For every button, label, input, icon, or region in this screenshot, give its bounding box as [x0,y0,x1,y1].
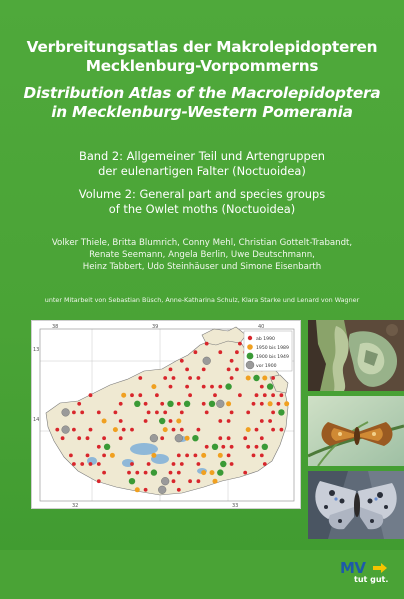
legend-label-2: 1950 bis 1989 [256,346,289,351]
record-dot [172,428,176,432]
legend-swatch-1 [248,336,252,340]
record-dot [243,436,247,440]
publisher-logo [340,559,392,587]
legend-label-3: 1900 bis 1949 [256,355,289,360]
record-dot [72,411,76,415]
record-dot [129,478,135,484]
record-dot [271,393,275,397]
record-dot [151,469,157,475]
mv-wordmark: MV [340,559,366,577]
record-dot [246,427,251,432]
record-dot [113,427,118,432]
record-dot [185,436,190,441]
record-dot [227,454,231,458]
grid-label-bottom-a: 32 [72,503,79,508]
record-dot [230,411,234,415]
record-dot [197,428,201,432]
english-title-line2: in Mecklenburg-Western Pomerania [51,103,353,121]
record-dot [144,488,148,492]
record-dot [246,445,250,449]
record-dot [188,479,192,483]
record-dot [180,411,184,415]
english-title-line1: Distribution Atlas of the Macrolepidoptera [23,84,381,102]
record-dot [147,462,151,466]
legend-label-4: vor 1900 [256,364,277,369]
record-dot [158,486,166,494]
mv-slogan: tut gut. [354,575,389,584]
record-dot [235,368,239,372]
record-dot [218,350,222,354]
record-dot [238,393,242,397]
german-volume-line2: der eulenartigen Falter (Noctuoidea) [98,164,306,178]
record-dot [225,383,231,389]
record-dot [203,357,211,365]
record-dot [175,434,183,442]
record-dot [280,428,284,432]
record-dot [267,383,273,389]
record-dot [161,477,169,485]
grid-label-left-b: 14 [33,417,40,423]
german-volume-line1: Band 2: Allgemeiner Teil und Artengruppen [79,149,325,163]
record-dot [163,427,168,432]
german-title-line2: Mecklenburg-Vorpommerns [85,57,319,75]
record-dot [252,402,256,406]
record-dot [210,470,215,475]
record-dot [102,419,107,424]
authors-line2: Renate Seemann, Angela Berlin, Uwe Deutschmann, [89,250,315,261]
mv-arrow-icon [373,562,387,574]
record-dot [169,385,173,389]
record-dot [201,453,206,458]
record-dot [89,428,93,432]
record-dot [205,411,209,415]
grid-label-bottom-b: 33 [232,503,239,508]
record-dot [227,368,231,372]
record-dot [61,436,65,440]
record-dot [119,419,123,423]
authors-line3: Heinz Tabbert, Udo Steinhäuser und Simone Eisenbarth [82,262,322,273]
record-dot [177,454,181,458]
record-dot [176,419,181,424]
moth-on-lichen-photo [308,320,404,391]
record-dot [260,385,264,389]
record-dot [230,445,234,449]
german-title [0,38,404,76]
record-dot [102,436,106,440]
record-dot [262,376,267,381]
record-dot [230,462,234,466]
record-dot [144,419,148,423]
record-dot [230,359,234,363]
record-dot [144,471,148,475]
record-dot [260,419,264,423]
orange-moth-on-grass-photo [308,396,404,466]
record-dot [218,436,222,440]
record-dot [235,350,239,354]
record-dot [127,471,131,475]
record-dot [55,428,59,432]
english-title [0,84,404,122]
record-dot [62,409,70,417]
record-dot [177,402,181,406]
record-dot [202,385,206,389]
record-dot [72,462,76,466]
record-dot [284,401,289,406]
record-dot [86,454,90,458]
record-dot [278,409,284,415]
record-dot [119,436,123,440]
record-dot [138,376,142,380]
record-dot [130,393,134,397]
german-volume-subtitle [0,149,404,179]
record-dot [89,462,93,466]
record-dot [172,479,176,483]
record-dot [180,428,184,432]
record-dot [172,462,176,466]
english-volume-line1: Volume 2: General part and species groups [78,187,326,201]
record-dot [72,428,76,432]
record-dot [147,411,151,415]
author-list [0,237,404,274]
record-dot [218,385,222,389]
record-dot [271,428,275,432]
record-dot [194,454,198,458]
patterned-moth-photo [308,471,404,539]
record-dot [89,393,93,397]
record-dot [180,359,184,363]
record-dot [188,376,192,380]
record-dot [97,411,101,415]
record-dot [185,454,189,458]
record-dot [197,376,201,380]
record-dot [260,402,264,406]
record-dot [205,445,209,449]
record-dot [135,471,139,475]
record-dot [201,470,206,475]
record-dot [69,454,73,458]
record-dot [97,462,101,466]
record-dot [255,393,259,397]
record-dot [135,487,140,492]
record-dot [268,401,273,406]
record-dot [80,411,84,415]
record-dot [218,419,222,423]
record-dot [230,376,234,380]
record-dot [151,384,156,389]
record-dot [180,462,184,466]
record-dot [227,419,231,423]
record-dot [167,401,173,407]
record-dot [260,454,264,458]
record-dot [122,428,126,432]
grid-label-left-a: 13 [33,347,40,353]
record-dot [155,411,159,415]
record-dot [202,368,206,372]
record-dot [169,368,173,372]
record-dot [255,428,259,432]
grid-label-top-left: 38 [52,324,59,330]
record-dot [202,402,206,406]
german-title-line1: Verbreitungsatlas der Makrolepidopteren [26,38,378,56]
record-dot [217,469,223,475]
record-dot [62,426,70,434]
record-dot [150,434,158,442]
record-dot [263,393,267,397]
record-dot [212,444,218,450]
record-dot [184,401,190,407]
record-dot [144,402,148,406]
record-dot [271,376,275,380]
record-dot [121,393,126,398]
record-dot [188,393,192,397]
record-dot [243,471,247,475]
record-dot [210,385,214,389]
record-dot [163,376,167,380]
record-dot [205,342,209,346]
record-dot [97,479,101,483]
record-dot [213,393,217,397]
record-dot [262,444,268,450]
record-dot [277,402,281,406]
record-dot [252,454,256,458]
record-dot [119,402,123,406]
record-dot [160,402,164,406]
record-dot [130,462,134,466]
record-dot [197,479,201,483]
english-volume-subtitle [0,187,404,217]
english-volume-line2: of the Owlet moths (Noctuoidea) [108,202,296,216]
record-dot [260,436,264,440]
record-dot [172,376,176,380]
record-dot [253,375,259,381]
record-dot [102,454,106,458]
record-dot [185,368,189,372]
record-dot [104,444,110,450]
record-dot [169,471,173,475]
record-dot [268,419,272,423]
grid-label-top-right: 40 [258,324,265,330]
record-dot [138,393,142,397]
legend-label-1: ab 1990 [256,337,275,342]
record-dot [185,385,189,389]
record-dot [197,462,201,466]
record-dot [169,419,173,423]
record-dot [80,462,84,466]
record-dot [216,400,224,408]
record-dot [271,411,275,415]
record-dot [114,411,118,415]
record-dot [280,393,284,397]
record-dot [86,436,90,440]
record-dot [221,445,225,449]
record-dot [227,436,231,440]
record-dot [102,471,106,475]
record-dot [255,445,259,449]
record-dot [134,401,140,407]
record-dot [192,435,198,441]
record-dot [130,428,134,432]
record-dot [77,402,81,406]
authors-line1: Volker Thiele, Britta Blumrich, Conny Mehl, Christian Gottelt-Trabandt, [51,238,353,248]
legend-swatch-4 [246,361,254,369]
legend-swatch-3 [247,353,254,360]
distribution-map [31,320,301,509]
record-dot [194,350,198,354]
record-dot [97,445,101,449]
record-dot [213,479,218,484]
record-dot [246,411,250,415]
record-dot [238,342,242,346]
record-dot [218,453,223,458]
record-dot [226,401,231,406]
record-dot [209,401,215,407]
map-legend [244,331,292,371]
record-dot [177,471,181,475]
record-dot [263,462,267,466]
record-dot [160,436,164,440]
record-dot [163,411,167,415]
record-dot [155,393,159,397]
record-dot [177,488,181,492]
collaborators: unter Mitarbeit von Sebastian Büsch, Anne-Katharina Schulz, Klara Starke und Lenard von Wagner [44,296,360,304]
record-dot [77,436,81,440]
record-dot [159,418,165,424]
grid-label-top-mid: 39 [152,324,159,330]
legend-swatch-2 [247,344,253,350]
record-dot [110,453,115,458]
record-dot [246,376,251,381]
record-dot [151,453,156,458]
record-dot [220,461,226,467]
